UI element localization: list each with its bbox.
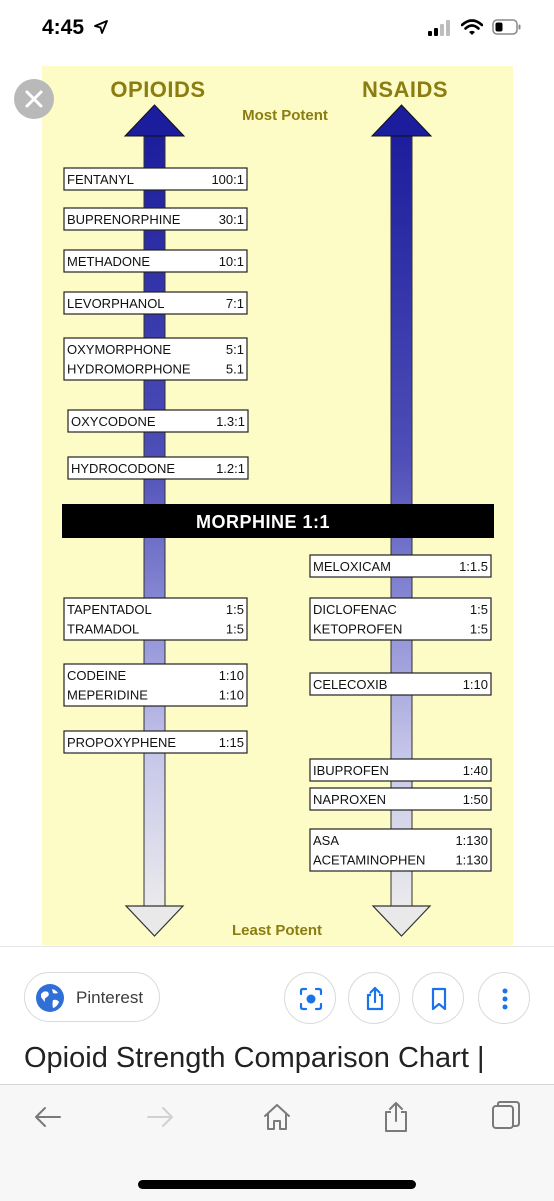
drug-ratio: 1:130 [455,852,488,868]
share-icon [362,986,388,1012]
drug-box [64,598,247,640]
drug-box [310,555,491,577]
drug-box [64,250,247,272]
share-button[interactable] [348,972,400,1024]
least-potent-label: Least Potent [231,922,323,939]
drug-ratio: 5:1 [225,342,244,357]
nsaid-arrow-up-head [372,105,431,136]
drug-name: MEPERIDINE [67,687,148,703]
status-time: 4:45 [42,16,85,39]
drug-ratio: 1:40 [462,763,488,778]
drug-box [64,731,247,753]
location-arrow-icon [94,20,108,34]
drug-ratio: 1.2:1 [216,461,245,476]
toolbar-share-icon[interactable] [380,1101,412,1133]
drug-box [310,788,491,810]
drug-ratio: 1:5 [469,602,488,617]
opioid-chart [42,66,513,945]
home-indicator [138,1180,416,1189]
drug-ratio: 1:130 [455,833,488,848]
drug-box [310,829,491,871]
drug-ratio: 1:10 [218,668,244,683]
drug-box [310,673,491,695]
source-label: Pinterest [76,988,144,1007]
bookmark-icon [426,986,452,1012]
most-potent-label: Most Potent [242,107,328,124]
drug-ratio: 30:1 [218,212,244,227]
drug-box [64,168,247,190]
drug-box [68,457,248,479]
drug-ratio: 1:5 [469,621,488,637]
drug-name: TAPENTADOL [67,602,152,617]
forward-icon[interactable] [144,1101,176,1133]
drug-name: BUPRENORPHINE [67,212,181,227]
morphine-label: MORPHINE 1:1 [195,512,331,532]
image-caption[interactable]: Opioid Strength Comparison Chart | [24,1042,485,1074]
close-icon [14,79,54,119]
lens-icon [298,986,324,1012]
drug-box [310,598,491,640]
drug-box [64,292,247,314]
status-bar [0,0,554,60]
drug-ratio: 10:1 [218,254,244,269]
drug-name: TRAMADOL [67,621,140,637]
more-button[interactable] [478,972,530,1024]
chart-image [42,66,513,945]
drug-ratio: 1.3:1 [216,414,245,429]
drug-box [68,410,248,432]
close-button[interactable] [14,79,54,119]
drug-ratio: 7:1 [225,296,244,311]
wifi-icon [461,19,483,36]
tabs-icon[interactable] [490,1101,522,1133]
drug-ratio: 1:5 [225,621,244,637]
drug-name: HYDROMORPHONE [67,361,191,377]
nsaids-header: NSAIDS [361,77,449,102]
drug-box [310,759,491,781]
drug-box [64,208,247,230]
battery-icon [492,19,522,35]
drug-name: DICLOFENAC [313,602,397,617]
drug-ratio: 1:10 [462,677,488,692]
drug-name: LEVORPHANOL [67,296,165,311]
save-button[interactable] [412,972,464,1024]
drug-box [64,338,247,380]
source-chip[interactable] [24,972,160,1022]
drug-name: ASA [313,833,340,848]
cellular-signal-icon [428,20,452,36]
divider [0,946,554,947]
drug-name: HYDROCODONE [71,461,176,476]
drug-name: METHADONE [67,254,151,269]
drug-name: FENTANYL [67,172,134,187]
opioid-arrow-down-head [126,906,183,936]
drug-ratio: 1:10 [218,687,244,703]
drug-name: PROPOXYPHENE [67,735,177,750]
lens-button[interactable] [284,972,336,1024]
nsaid-arrow-down-head [373,906,430,936]
drug-name: CELECOXIB [313,677,388,692]
drug-name: ACETAMINOPHEN [313,852,426,868]
drug-box [64,664,247,706]
globe-icon [35,983,65,1013]
drug-name: OXYMORPHONE [67,342,172,357]
drug-ratio: 1:5 [225,602,244,617]
more-icon [492,986,518,1012]
home-icon[interactable] [261,1101,293,1133]
drug-ratio: 100:1 [211,172,244,187]
opioids-header: OPIOIDS [110,77,206,102]
drug-ratio: 5.1 [225,361,244,377]
drug-ratio: 1:1.5 [459,559,488,574]
back-icon[interactable] [32,1101,64,1133]
drug-name: OXYCODONE [71,414,156,429]
drug-name: NAPROXEN [313,792,386,807]
drug-ratio: 1:15 [218,735,244,750]
drug-name: IBUPROFEN [313,763,389,778]
drug-name: CODEINE [67,668,127,683]
drug-ratio: 1:50 [462,792,488,807]
drug-name: KETOPROFEN [313,621,403,637]
drug-name: MELOXICAM [313,559,392,574]
opioid-arrow-up-head [125,105,184,136]
